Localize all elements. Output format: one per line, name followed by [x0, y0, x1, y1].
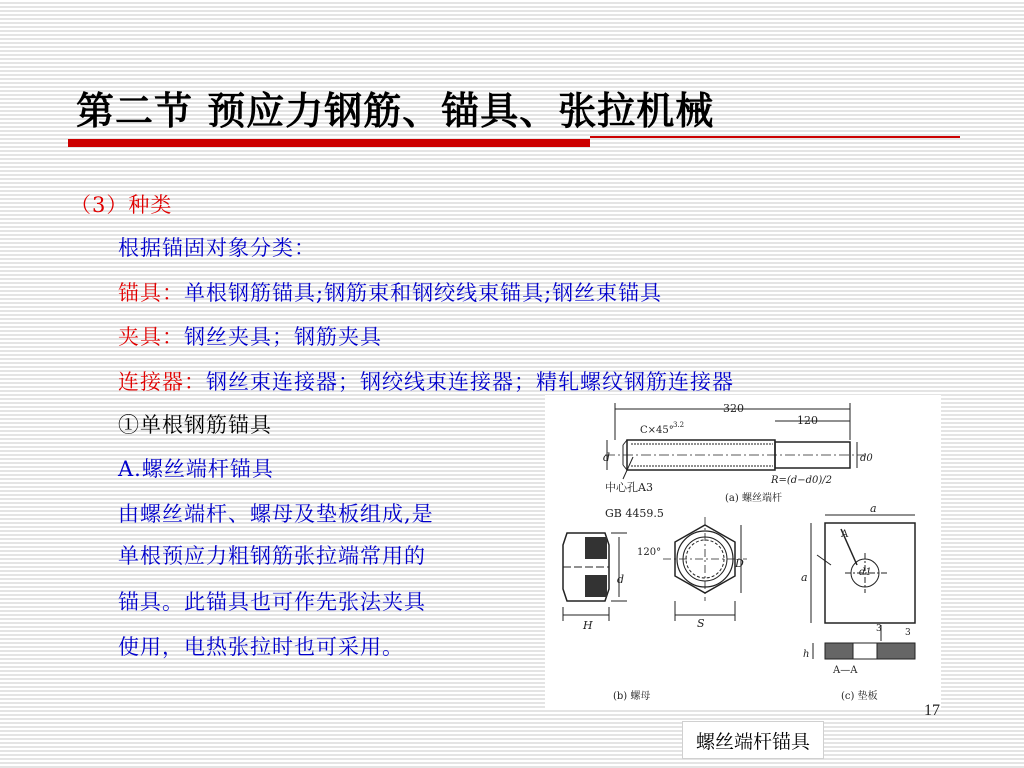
label-d0: d0 [860, 453, 873, 464]
section-label: A—A [833, 665, 858, 676]
anchor-technical-drawing [545, 395, 941, 710]
screw-rod-drawing [603, 402, 873, 504]
label-h: h [803, 649, 810, 660]
caption-plate: (c) 垫板 [841, 691, 878, 702]
nut-drawing [563, 507, 747, 702]
chamfer-label: C×45° [640, 425, 674, 436]
dim-3-left: 3 [876, 624, 882, 634]
label-S: S [697, 617, 705, 630]
anchor-label: 锚具： [118, 281, 184, 305]
radius-formula: R=(d−d0)/2 [771, 475, 832, 486]
anchor-text: 单根钢筋锚具;钢筋束和钢绞线束锚具;钢丝束锚具 [184, 281, 663, 305]
title-underline-thick [68, 139, 590, 147]
label-D: D [735, 557, 744, 570]
dim-120: 120 [797, 414, 818, 427]
gb-label: GB 4459.5 [605, 507, 664, 520]
slide-title: 第二节 预应力钢筋、锚具、张拉机械 [76, 89, 715, 133]
desc-line-3: 锚具。此锚具也可作先张法夹具 [118, 590, 426, 614]
figure-caption: 螺丝端杆锚具 [682, 721, 824, 759]
anchor-line [118, 279, 662, 307]
connector-label: 连接器： [118, 370, 206, 394]
item-screw-rod-anchor: A.螺丝端杆锚具 [118, 457, 274, 481]
label-d: d [603, 451, 611, 464]
label-H: H [583, 619, 593, 632]
clamp-label: 夹具： [118, 325, 184, 349]
clamp-line [118, 323, 382, 351]
caption-screw-rod: (a) 螺丝端杆 [725, 493, 782, 504]
label-nut-d: d [617, 573, 625, 586]
connector-line [118, 368, 734, 396]
connector-text: 钢丝束连接器；钢绞线束连接器；精轧螺纹钢筋连接器 [206, 370, 734, 394]
label-d1: d1 [859, 567, 872, 578]
label-plate-a-vertical: a [801, 571, 808, 584]
plate-drawing [801, 502, 915, 702]
desc-line-4: 使用，电热张拉时也可采用。 [118, 635, 404, 659]
clamp-text: 钢丝夹具；钢筋夹具 [184, 325, 382, 349]
caption-nut: (b) 螺母 [613, 691, 651, 702]
chamfer-small: 3.2 [673, 421, 685, 429]
title-underline-thin [590, 136, 960, 138]
section-heading: （3）种类 [70, 193, 173, 217]
item-single-anchor: ①单根钢筋锚具 [118, 413, 272, 437]
center-hole-label: 中心孔A3 [605, 481, 653, 494]
dim-320: 320 [723, 402, 744, 415]
classify-text: 根据锚固对象分类： [118, 236, 316, 260]
dim-3-right: 3 [905, 628, 911, 638]
desc-line-1: 由螺丝端杆、螺母及垫板组成,是 [118, 502, 434, 526]
desc-line-2: 单根预应力粗钢筋张拉端常用的 [118, 544, 426, 568]
label-section-A: A [841, 529, 849, 540]
label-plate-a: a [870, 502, 877, 515]
page-number: 17 [924, 702, 940, 719]
angle-label: 120° [637, 547, 662, 558]
